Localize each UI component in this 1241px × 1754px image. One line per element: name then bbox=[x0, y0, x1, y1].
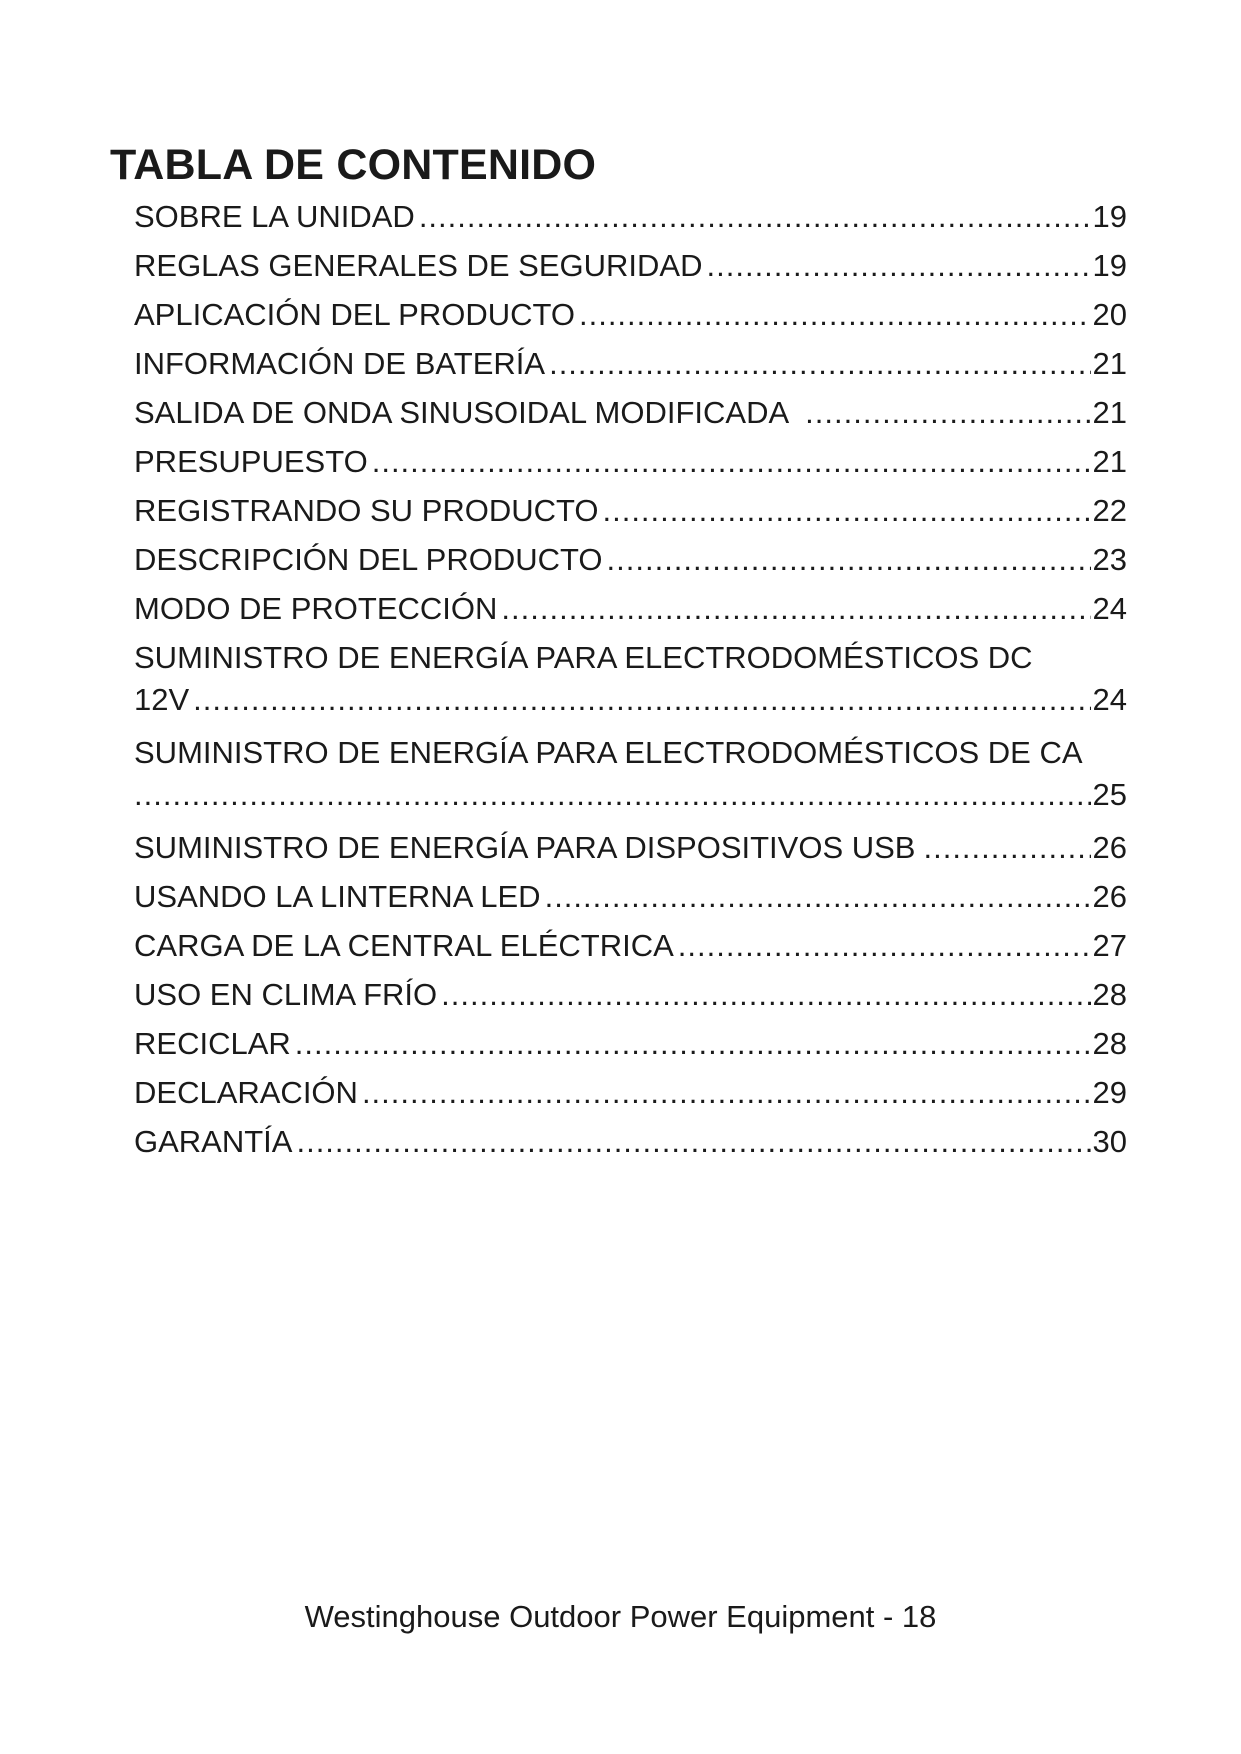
toc-entry-label: SUMINISTRO DE ENERGÍA PARA ELECTRODOMÉSTICOS DE CA bbox=[134, 735, 1083, 770]
toc-entry-label: SUMINISTRO DE ENERGÍA PARA DISPOSITIVOS USB bbox=[134, 830, 916, 865]
toc-entry bbox=[134, 734, 1127, 818]
toc-entry-label: USANDO LA LINTERNA LED bbox=[134, 879, 541, 914]
toc-entry-page: 26 bbox=[1092, 879, 1127, 914]
toc-entry bbox=[134, 590, 1127, 628]
toc-entry bbox=[134, 639, 1127, 723]
toc-entry-label: SOBRE LA UNIDAD bbox=[134, 199, 415, 234]
dot-leader bbox=[362, 1074, 1091, 1112]
dot-leader bbox=[295, 1025, 1091, 1063]
toc-entry-page: 20 bbox=[1092, 297, 1127, 332]
toc-entry bbox=[134, 198, 1127, 236]
toc-entry-label: DESCRIPCIÓN DEL PRODUCTO bbox=[134, 542, 603, 577]
toc-entry-page: 24 bbox=[1092, 682, 1127, 717]
toc-title: TABLA DE CONTENIDO bbox=[110, 141, 597, 189]
toc-entry-page: 26 bbox=[1092, 830, 1127, 865]
toc-entry-label: USO EN CLIMA FRÍO bbox=[134, 977, 438, 1012]
toc-entry-page: 21 bbox=[1092, 346, 1127, 381]
dot-leader bbox=[441, 976, 1090, 1014]
dot-leader bbox=[545, 878, 1091, 916]
toc-entry bbox=[134, 829, 1127, 867]
toc-entry-page: 22 bbox=[1092, 493, 1127, 528]
toc-entry bbox=[134, 394, 1127, 432]
toc-entry-page: 30 bbox=[1092, 1124, 1127, 1159]
toc-entry-page: 27 bbox=[1092, 928, 1127, 963]
toc-entry-label: APLICACIÓN DEL PRODUCTO bbox=[134, 297, 575, 332]
toc-entry-label: PRESUPUESTO bbox=[134, 444, 368, 479]
dot-leader bbox=[549, 345, 1090, 383]
toc-entry-page: 28 bbox=[1092, 977, 1127, 1012]
toc-entry bbox=[134, 247, 1127, 285]
toc-entry bbox=[134, 492, 1127, 530]
toc-entry bbox=[134, 541, 1127, 579]
toc-entry-page: 25 bbox=[1092, 777, 1127, 812]
toc-entry bbox=[134, 443, 1127, 481]
toc-entry-label-continued: 12V bbox=[134, 682, 190, 717]
toc-entry bbox=[134, 1025, 1127, 1063]
dot-leader bbox=[296, 1123, 1090, 1161]
page-footer: Westinghouse Outdoor Power Equipment - 18 bbox=[304, 1599, 937, 1634]
toc-entry-label: SALIDA DE ONDA SINUSOIDAL MODIFICADA bbox=[134, 395, 790, 430]
dot-leader bbox=[805, 394, 1090, 432]
toc-entry-page: 21 bbox=[1092, 444, 1127, 479]
toc-entry-page: 29 bbox=[1092, 1075, 1127, 1110]
toc-entry-label: GARANTÍA bbox=[134, 1124, 293, 1159]
toc-entry-page: 23 bbox=[1092, 542, 1127, 577]
toc-entry-page: 28 bbox=[1092, 1026, 1127, 1061]
toc-entry-page: 19 bbox=[1092, 199, 1127, 234]
toc-entry-label: RECICLAR bbox=[134, 1026, 291, 1061]
dot-leader bbox=[707, 247, 1091, 285]
toc-entry-page: 19 bbox=[1092, 248, 1127, 283]
toc-entry-line2 bbox=[134, 776, 1127, 818]
dot-leader bbox=[678, 927, 1091, 965]
toc-entry-page: 24 bbox=[1092, 591, 1127, 626]
toc-entry-label: SUMINISTRO DE ENERGÍA PARA ELECTRODOMÉSTICOS DC bbox=[134, 640, 1033, 675]
toc-entry bbox=[134, 345, 1127, 383]
toc-entry-label: MODO DE PROTECCIÓN bbox=[134, 591, 498, 626]
dot-leader bbox=[372, 443, 1091, 481]
dot-leader bbox=[607, 541, 1091, 579]
toc-entry-label: REGISTRANDO SU PRODUCTO bbox=[134, 493, 599, 528]
toc-entry bbox=[134, 878, 1127, 916]
dot-leader bbox=[134, 776, 1091, 814]
toc-entry-page: 21 bbox=[1092, 395, 1127, 430]
toc-entry bbox=[134, 976, 1127, 1014]
toc-entry-label: CARGA DE LA CENTRAL ELÉCTRICA bbox=[134, 928, 674, 963]
dot-leader bbox=[501, 590, 1090, 628]
toc-entry-label: REGLAS GENERALES DE SEGURIDAD bbox=[134, 248, 703, 283]
toc-entry bbox=[134, 1123, 1127, 1161]
dot-leader bbox=[193, 681, 1090, 719]
dot-leader bbox=[923, 829, 1090, 867]
dot-leader bbox=[602, 492, 1090, 530]
toc-entry bbox=[134, 1074, 1127, 1112]
toc-entry-label: DECLARACIÓN bbox=[134, 1075, 358, 1110]
toc-entry bbox=[134, 927, 1127, 965]
dot-leader bbox=[579, 296, 1091, 334]
toc-entry-line2 bbox=[134, 681, 1127, 723]
dot-leader bbox=[419, 198, 1091, 236]
toc-list bbox=[134, 198, 1127, 1172]
toc-entry bbox=[134, 296, 1127, 334]
toc-entry-label: INFORMACIÓN DE BATERÍA bbox=[134, 346, 546, 381]
